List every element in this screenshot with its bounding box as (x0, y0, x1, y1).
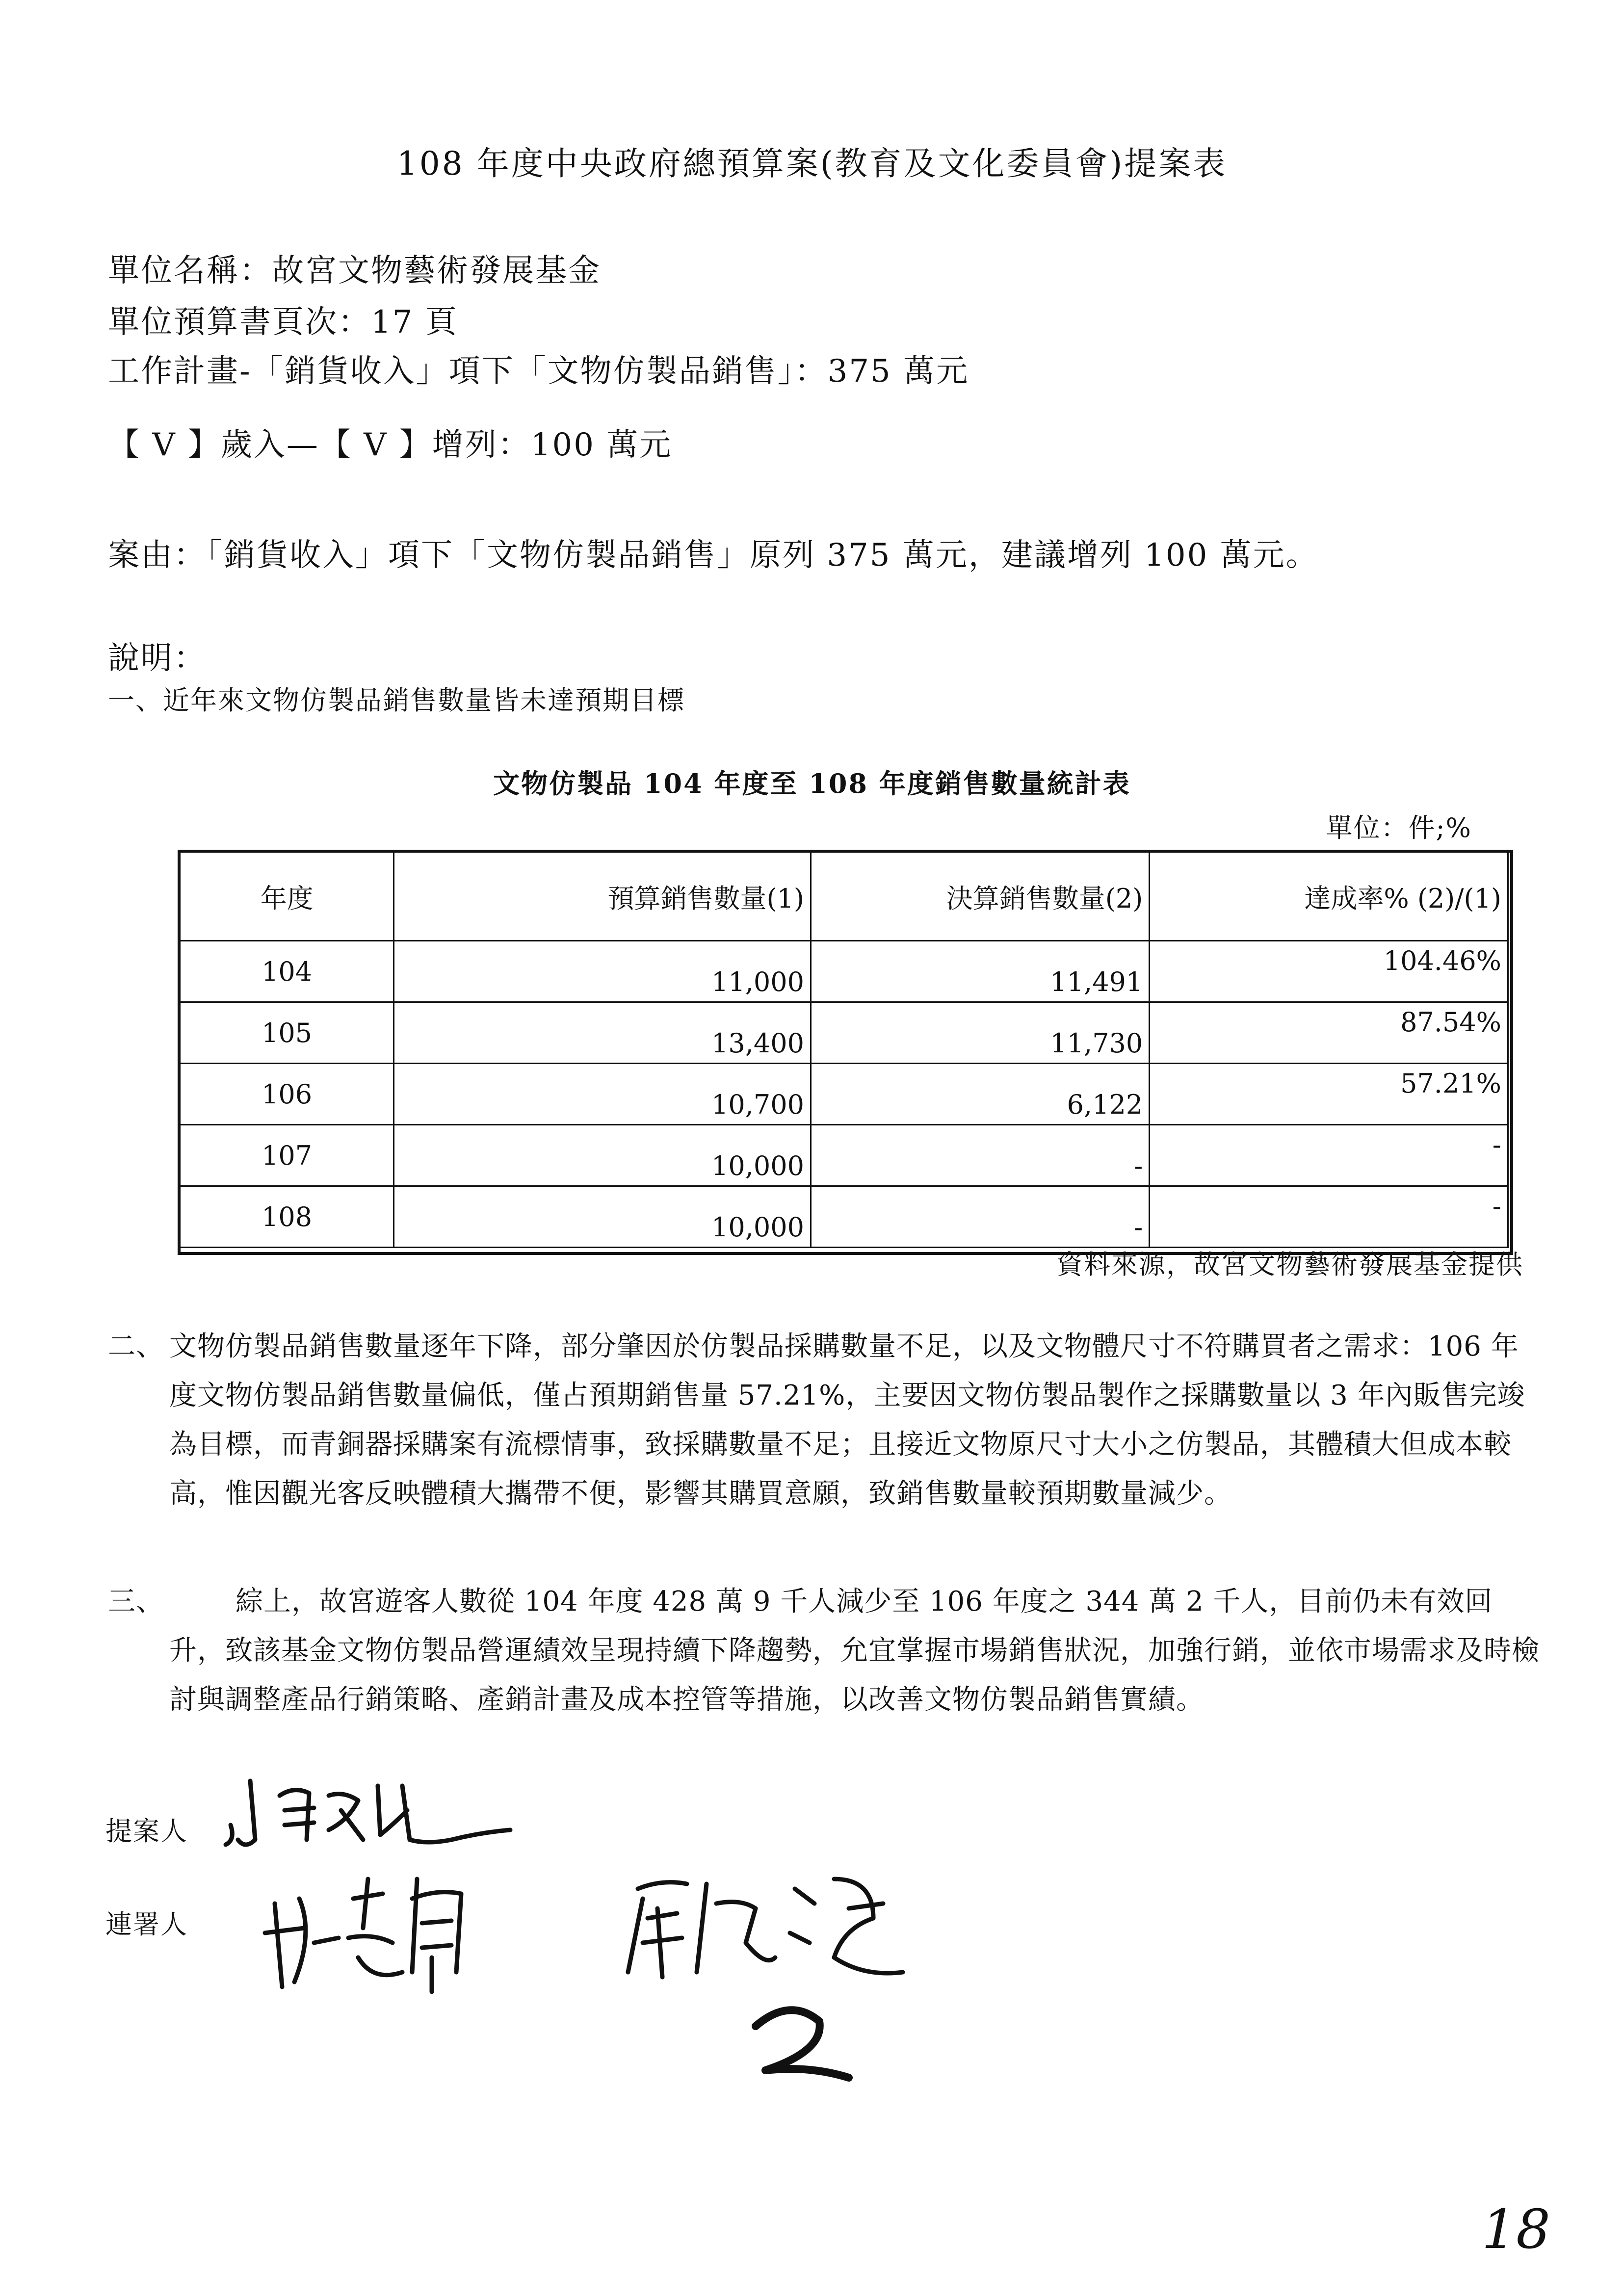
cell-actual: 11,730 (811, 1002, 1149, 1064)
col-header-actual: 決算銷售數量(2) (811, 852, 1149, 941)
unit-name: 單位名稱：故宮文物藝術發展基金 (108, 253, 601, 289)
col-header-budget: 預算銷售數量(1) (394, 852, 811, 941)
cell-budget: 13,400 (394, 1002, 811, 1064)
cell-actual: 11,491 (811, 941, 1149, 1002)
table-row (180, 1186, 1508, 1248)
col-header-rate: 達成率% (2)/(1) (1150, 852, 1508, 941)
table-row (180, 1125, 1508, 1186)
work-plan: 工作計畫-「銷貨收入」項下「文物仿製品銷售」：375 萬元 (108, 353, 969, 390)
adjustment-line: 【 V 】歲入—【 V 】增列：100 萬元 (108, 427, 673, 463)
table-row (180, 941, 1508, 1002)
cell-rate: 104.46% (1150, 941, 1508, 1002)
cell-actual: 6,122 (811, 1064, 1149, 1125)
item-two (108, 1322, 1541, 1518)
table-source: 資料來源，故宮文物藝術發展基金提供 (1056, 1249, 1523, 1280)
cell-budget: 10,700 (394, 1064, 811, 1125)
item-two-label: 二、 (108, 1331, 164, 1362)
handwritten-number-mark (736, 1992, 864, 2090)
cell-year: 107 (180, 1125, 394, 1186)
cell-budget: 11,000 (394, 941, 811, 1002)
table-title: 文物仿製品 104 年度至 108 年度銷售數量統計表 (493, 768, 1131, 799)
cosigner-signatures (255, 1859, 952, 2007)
cell-year: 108 (180, 1186, 394, 1248)
proposer-signature (216, 1766, 520, 1864)
item-three-label: 三、 (108, 1586, 164, 1618)
cell-budget: 10,000 (394, 1186, 811, 1248)
cell-year: 104 (180, 941, 394, 1002)
page-title: 108 年度中央政府總預算案(教育及文化委員會)提案表 (396, 145, 1228, 183)
table-row (180, 1064, 1508, 1125)
cell-rate: - (1150, 1125, 1508, 1186)
cell-year: 106 (180, 1064, 394, 1125)
cell-budget: 10,000 (394, 1125, 811, 1186)
table-header-row (180, 852, 1508, 941)
item-two-text: 文物仿製品銷售數量逐年下降，部分肇因於仿製品採購數量不足，以及文物體尺寸不符購買者之需求：106 年度文物仿製品銷售數量偏低，僅占預期銷售量 57.21%，主要因文物仿製品製作之採購數量以 3 年內販售完竣為目標，而青銅器採購案有流標情事，致採購數量不足；且接近文物原尺寸大小之仿製品，其體積大但成本較高，惟因觀光客反映體積大攜帶不便，影響其購買意願，致銷售數量較預期數量減少。 (169, 1331, 1525, 1510)
budget-page: 單位預算書頁次：17 頁 (108, 304, 458, 340)
explanation-label: 說明： (108, 640, 207, 677)
cell-actual: - (811, 1125, 1149, 1186)
cell-rate: 57.21% (1150, 1064, 1508, 1125)
proposer-label: 提案人 (105, 1816, 188, 1847)
table-unit: 單位：件;% (1326, 812, 1472, 843)
sales-table (179, 851, 1509, 1248)
cell-actual: - (811, 1186, 1149, 1248)
cell-year: 105 (180, 1002, 394, 1064)
page-number: 18 (1482, 2198, 1550, 2261)
item-three-text: 綜上，故宮遊客人數從 104 年度 428 萬 9 千人減少至 106 年度之 344 萬 2 千人，目前仍未有效回 升，致該基金文物仿製品營運績效呈現持續下降趨勢，允宜掌握市場銷售狀況，加強行銷，並依市場需求及時檢討與調整產品行銷策略、產銷計畫及成本控管等措施，以改善文物仿製品銷售實績。 (169, 1586, 1540, 1716)
table-row (180, 1002, 1508, 1064)
cell-rate: 87.54% (1150, 1002, 1508, 1064)
reason: 案由：「銷貨收入」項下「文物仿製品銷售」原列 375 萬元，建議增列 100 萬元。 (108, 537, 1319, 574)
cell-rate: - (1150, 1186, 1508, 1248)
item-three (108, 1577, 1541, 1724)
cosigner-label: 連署人 (105, 1909, 188, 1940)
col-header-year: 年度 (180, 852, 394, 941)
item-one: 一、近年來文物仿製品銷售數量皆未達預期目標 (108, 685, 685, 716)
